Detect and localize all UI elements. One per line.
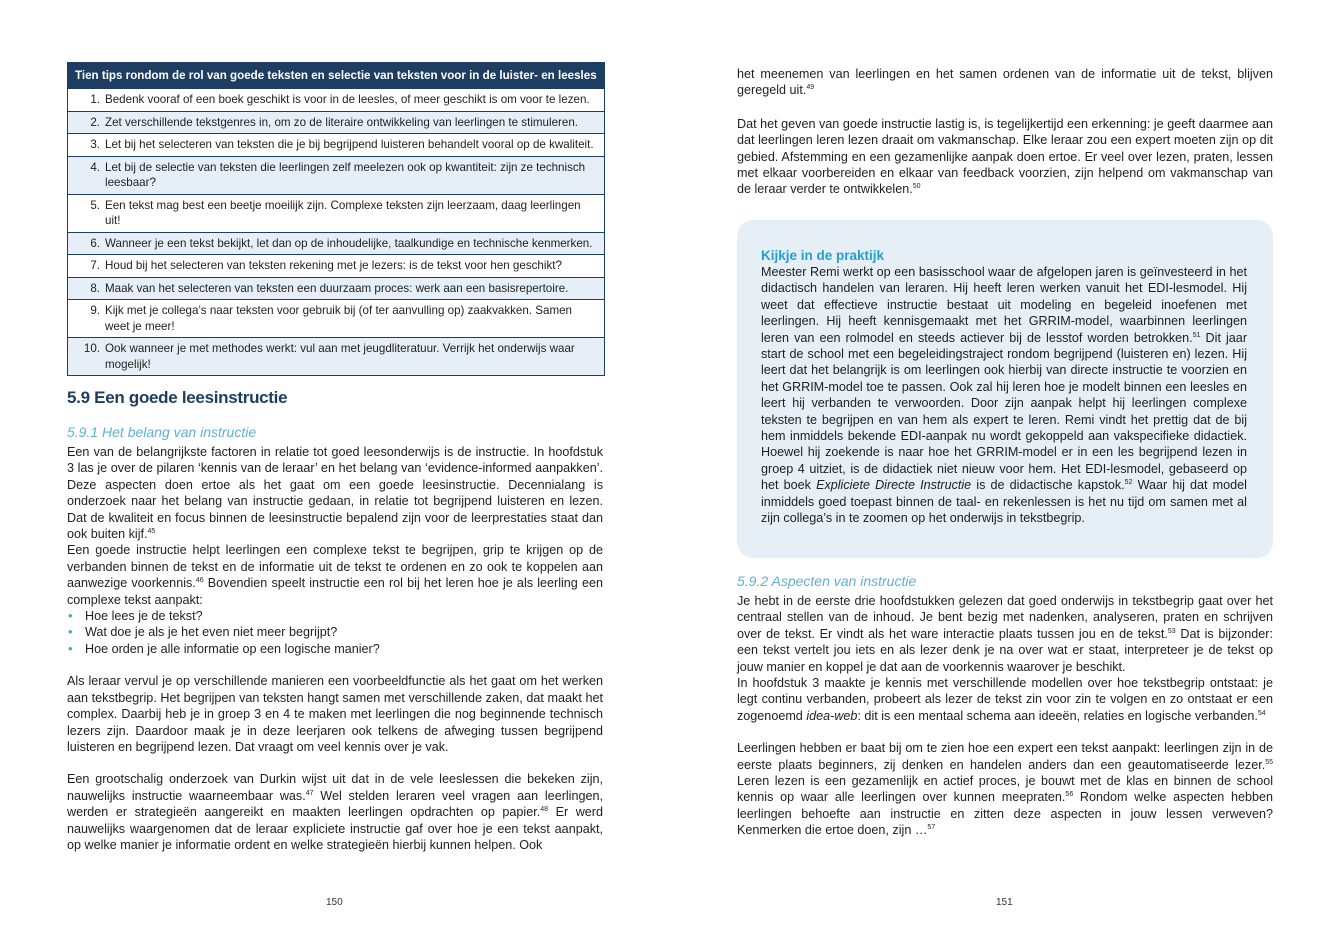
page-number: 150 — [326, 897, 343, 908]
section-title: 5.9 Een goede leesinstructie — [67, 388, 288, 407]
tip-text: Zet verschillende tekstgenres in, om zo de literaire ontwikkeling van leerlingen te stimuleren. — [105, 115, 579, 129]
paragraph: Een van de belangrijkste factoren in relatie tot goed leesonderwijs is de instructie. In hoofdstuk 3 las je over de pilaren ‘kennis van de leraar’ en het belang van ‘evidence-informed aanpakken’. Deze aspecten doen ertoe als het gaat om een goede leesinstructie. Decennialang is onderzoek naar het belang van instructie gedaan, in relatie tot begrijpend luisteren en lezen. Dat de kwaliteit en focus binnen de leesinstructie bepalend zijn voor de leerprestaties staat dan ook buiten kijf.$^{45}$ — [67, 445, 603, 542]
tip-text: Ook wanneer je met methodes werkt: vul aan met jeugdliteratuur. Verrijk het onderwijs waar mogelijk! — [105, 342, 575, 371]
tip-item — [68, 111, 604, 134]
praktijk-box — [737, 220, 1273, 558]
tip-number: 3. — [90, 138, 100, 151]
paragraph: Leerlingen hebben er baat bij om te zien hoe een expert een tekst aanpakt: leerlingen zijn in de eerste plaats beginners, zij denken en handelen anders dan een geautomatiseerde lezer.$^{55}$ Leren lezen is een gezamenlijk en actief proces, je bouwt met de klas en binnen de school kennis op waar alle leerlingen over kunnen meepraten.$^{56}$ Rondom welke aspecten hebben leerlingen behoefte aan instructie en zitten deze aspecten in jouw lessen verweven? Kenmerken die ertoe doen, zijn …$^{57}$ — [737, 741, 1273, 838]
tip-text: Wanneer je een tekst bekijkt, let dan op de inhoudelijke, taalkundige en technische kenmerken. — [105, 236, 593, 250]
left-body — [67, 424, 603, 853]
tip-item — [68, 88, 604, 111]
paragraph: het meenemen van leerlingen en het samen ordenen van de informatie uit de tekst, blijven geregeld uit.$^{49}$ — [737, 67, 1273, 98]
list-item: • Hoe orden je alle informatie op een logische manier? — [68, 640, 380, 656]
tip-text: Maak van het selecteren van teksten een duurzaam proces: werk aan een basisrepertoire. — [105, 281, 569, 295]
tip-item — [68, 232, 604, 255]
tip-number: 4. — [90, 160, 100, 174]
tip-text: Let bij het selecteren van teksten die je bij begrijpend luisteren behandelt vooral op de kwaliteit. — [105, 138, 594, 151]
list-item: • Wat doe je als je het even niet meer begrijpt? — [68, 624, 338, 640]
tip-text: Een tekst mag best een beetje moeilijk zijn. Complexe teksten zijn leerzaam, daag leerlingen uit! — [105, 198, 581, 227]
paragraph: Dat het geven van goede instructie lastig is, is tegelijkertijd een erkenning: je geeft daarmee aan dat leerlingen leren lezen draait om vakmanschap. Elke leraar zou een expert moeten zijn op dit gebied. Afstemming en een gezamenlijke aanpak doen ertoe. Er veel over lezen, praten, lessen met elkaar voorbereiden en elkaar van feedback voorzien, zijn helpend om vakmanschap van de leraar verder te ontwikkelen.$^{50}$ — [737, 116, 1273, 197]
tip-item — [68, 156, 604, 194]
praktijk-body — [761, 264, 1247, 527]
tip-number: 10. — [83, 342, 100, 355]
paragraph: In hoofdstuk 3 maakte je kennis met verschillende modellen over hoe tekstbegrip ontstaat: je legt continu verbanden, probeert als lezer de tekst zin voor zin te volgen en zo ontstaat er een zogenoemd idea-web: dit is een mentaal schema aan ideeën, relaties en logische verbanden.$^{54}$ — [737, 676, 1273, 723]
page-number: 151 — [996, 897, 1013, 908]
tip-item — [68, 299, 604, 337]
tip-text: Bedenk vooraf of een boek geschikt is voor in de leesles, of meer geschikt is om voor te lezen. — [105, 93, 590, 106]
tips-table — [67, 62, 605, 376]
tips-table-header: Tien tips rondom de rol van goede teksten en selectie van teksten voor in de luister- en leesles — [68, 63, 604, 88]
paragraph: Een goede instructie helpt leerlingen een complexe tekst te begrijpen, grip te krijgen op de verbanden binnen de tekst en de informatie uit de tekst te ordenen en zo ook te koppelen aan aanwezige voorkennis.$^{46}$ Bovendien speelt instructie een rol bij het leren hoe je als leerling een complexe tekst aanpakt: — [67, 543, 603, 607]
tip-number: 6. — [90, 236, 100, 250]
tip-text: Let bij de selectie van teksten die leerlingen zelf meelezen ook op kwantiteit: zijn ze technisch leesbaar? — [105, 160, 586, 189]
tip-number: 7. — [90, 259, 100, 272]
tip-number: 2. — [90, 115, 100, 129]
paragraph: Als leraar vervul je op verschillende manieren een voorbeeldfunctie als het gaat om het werken aan tekstbegrip. Het begrijpen van teksten hangt samen met verschillende zaken, dat maakt het complex. Daarbij heb je in groep 3 en 4 te maken met leerlingen die nog beginnende technisch lezers zijn. Daardoor maak je in deze leerjaren ook telkens de afweging tussen begrijpend luisteren en begrijpend lezen. Dat vraagt om veel kennis over je vak. — [67, 674, 603, 754]
tip-item — [68, 133, 604, 156]
list-item: • Hoe lees je de tekst? — [68, 608, 203, 624]
tip-text: Kijk met je collega’s naar teksten voor gebruik bij (of ter aanvulling op) zaakvakken. Samen weet je meer! — [105, 304, 572, 333]
tip-number: 8. — [90, 281, 100, 295]
bullet-list — [67, 608, 603, 657]
paragraph: Een grootschalig onderzoek van Durkin wijst uit dat in de vele leeslessen die bekeken zijn, nauwelijks instructie waarneembaar was.$^{47}$ Wel stelden leraren veel vragen aan leerlingen, werden er strategieën aangereikt en maakten leerlingen opdrachten op papier.$^{48}$ Er werd nauwelijks waargenomen dat de leraar expliciete instructie gaf over hoe je een tekst aanpakt, op welke manier je informatie ordent en welke strategieën hierbij kunnen helpen. Ook — [67, 772, 603, 852]
paragraph: Je hebt in de eerste drie hoofdstukken gelezen dat goed onderwijs in tekstbegrip gaat over het centraal stellen van de inhoud. Je bent bezig met nadenken, analyseren, praten en schrijven over de tekst. Er vindt als het ware interactie plaats tussen jou en de tekst.$^{53}$ Dat is bijzonder: een tekst vertelt jou iets en als lezer denk je na over wat er staat, interpreteer je de tekst op jouw manier en koppel je dat aan de voorkennis waarover je beschikt. — [737, 594, 1273, 674]
subsection-title: 5.9.1 Het belang van instructie — [67, 424, 257, 440]
paragraph: Meester Remi werkt op een basisschool waar de afgelopen jaren is geïnvesteerd in het didactisch handelen van leraren. Hij heeft leren werken vanuit het EDI-lesmodel. Hij weet dat effectieve instructie bestaat uit modeling en begeleid inoefenen met leerlingen. Hij heeft kennisgemaakt met het GRRIM-model, waarbinnen leerlingen leren van een rolmodel en steeds actiever bij de lesstof worden betrokken.$^{51}$ Dit jaar start de school met een begeleidingstraject rondom begrijpend (luisteren en) lezen. Hij leert dat het belangrijk is om leerlingen ook hierbij van directe instructie te voorzien en het GRRIM-model toe te passen. Ook zal hij leren hoe je modelt binnen een leesles en leert hij verbanden te verwoorden. Door zijn aanpak helpt hij leerlingen complexe teksten te begrijpen en van hem als expert te leren. Remi vindt het prettig dat de bij hem inmiddels bekende EDI-aanpak nu wordt gekoppeld aan vakspecifieke didactiek. Hoewel hij zoekende is naar hoe het GRRIM-model er in een les begrijpend lezen in groep 4 uitziet, is de didactiek niet nieuw voor hem. Het EDI-lesmodel, gebaseerd op het boek Expliciete Directe Instructie is de didactische kapstok.$^{52}$ Waar hij dat model inmiddels goed toepast binnen de taal- en rekenlessen is het nu tijd om samen met al zijn collega’s in te zoomen op het onderwijs in tekstbegrip. — [761, 265, 1248, 526]
tip-item — [68, 194, 604, 232]
tip-number: 1. — [90, 93, 100, 106]
tip-item — [68, 337, 604, 375]
right-page — [670, 0, 1340, 936]
tip-item — [68, 277, 604, 300]
subsection-title: 5.9.2 Aspecten van instructie — [737, 573, 917, 589]
praktijk-title: Kijkje in de praktijk — [761, 248, 885, 263]
tip-number: 5. — [90, 198, 100, 212]
right-body-top — [737, 66, 1273, 198]
tip-item — [68, 254, 604, 277]
right-body-bottom — [737, 573, 1273, 839]
tip-number: 9. — [90, 304, 100, 317]
tip-text: Houd bij het selecteren van teksten rekening met je lezers: is de tekst voor hen geschikt? — [105, 259, 562, 272]
